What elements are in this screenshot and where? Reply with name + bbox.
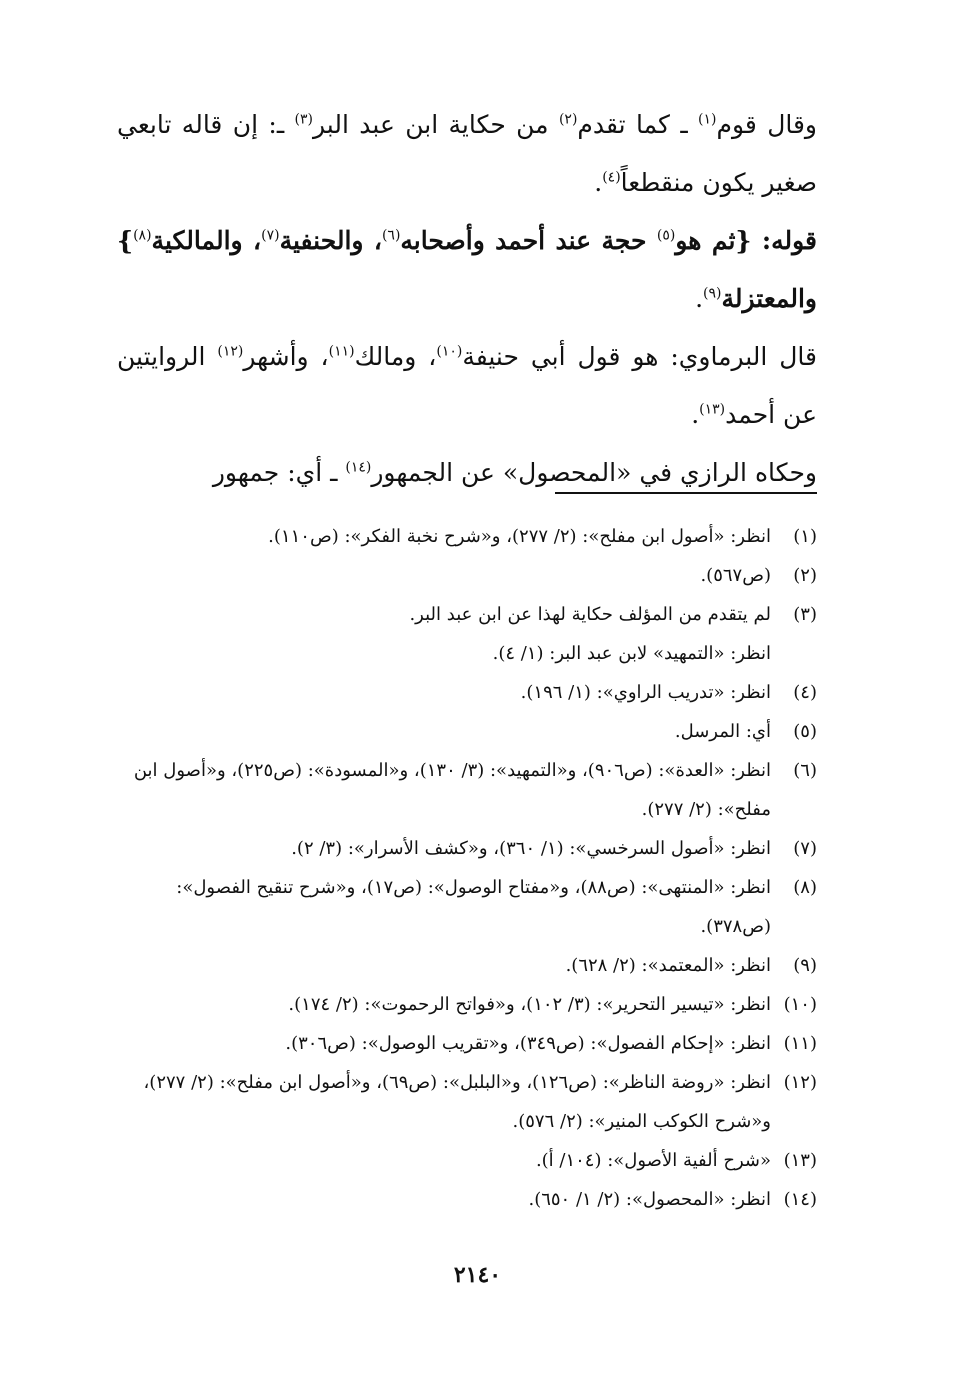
footnote-text: انظر: «المعتمد»: (٢/ ٦٢٨). bbox=[565, 955, 771, 976]
paragraph-2 bbox=[117, 212, 817, 328]
footnote-number: (٨) bbox=[793, 877, 817, 898]
text-run: ، ومالك bbox=[354, 342, 437, 371]
footnote-ref[interactable]: (٥) bbox=[656, 227, 676, 244]
footnote-number: (٢) bbox=[793, 565, 817, 586]
text-run: . bbox=[691, 400, 700, 429]
footnotes bbox=[117, 517, 817, 1219]
footnote-text: (ص٥٦٧). bbox=[700, 565, 771, 586]
footnote-separator bbox=[555, 492, 817, 494]
footnote-number: (٧) bbox=[793, 838, 817, 859]
footnote-item bbox=[117, 946, 817, 985]
footnote-ref[interactable]: (٨) bbox=[133, 227, 152, 244]
footnote-ref[interactable]: (٣) bbox=[294, 111, 314, 128]
footnote-ref[interactable]: (١٤) bbox=[345, 459, 372, 476]
footnote-item bbox=[117, 1024, 817, 1063]
footnote-number: (١٠) bbox=[783, 994, 817, 1015]
footnote-number: (١٢) bbox=[783, 1072, 817, 1093]
footnote-item bbox=[117, 1180, 817, 1219]
text-run: قال البرماوي: هو قول أبي حنيفة bbox=[462, 342, 817, 371]
footnote-ref[interactable]: (١١) bbox=[328, 343, 355, 360]
footnote-ref[interactable]: (٦) bbox=[381, 227, 401, 244]
footnote-item bbox=[117, 829, 817, 868]
footnote-number: (١٤) bbox=[783, 1189, 817, 1210]
quoted-text: ، والحنفية bbox=[279, 226, 382, 255]
footnote-text: انظر: «العدة»: (ص٩٠٦)، و«التمهيد»: (٣/ ١٣٠)، و«المسودة»: (ص٢٢٥)، و«أصول ابن مفلح»: (٢/ ٢٧٧). bbox=[133, 760, 771, 820]
footnote-number: (١١) bbox=[783, 1033, 817, 1054]
footnote-number: (١٣) bbox=[783, 1150, 817, 1171]
footnote-text: انظر: «المحصول»: (٢/ ١/ ٦٥٠). bbox=[528, 1189, 771, 1210]
footnote-item bbox=[117, 985, 817, 1024]
footnote-item bbox=[117, 868, 817, 946]
text-run: ، وأشهر bbox=[243, 342, 329, 371]
footnote-text: انظر: «تدريب الراوي»: (١/ ١٩٦). bbox=[520, 682, 771, 703]
text-run: وقال قوم bbox=[716, 110, 817, 139]
footnote-text: انظر: «روضة الناظر»: (ص١٢٦)، و«البلبل»: (ص٦٩)، و«أصول ابن مفلح»: (٢/ ٢٧٧)، و«شرح الكوكب المنير»: (٢/ ٥٧٦). bbox=[143, 1072, 771, 1132]
text-run: . bbox=[594, 168, 603, 197]
footnote-item bbox=[117, 556, 817, 595]
main-text bbox=[117, 96, 817, 502]
footnote-number: (٥) bbox=[793, 721, 817, 742]
footnote-text: انظر: «أصول ابن مفلح»: (٢/ ٢٧٧)، و«شرح نخبة الفكر»: (ص١١٠). bbox=[268, 526, 771, 547]
footnote-ref[interactable]: (٤) bbox=[602, 169, 621, 186]
footnote-item bbox=[117, 517, 817, 556]
footnote-text: انظر: «أصول السرخسي»: (١/ ٣٦٠)، و«كشف الأسرار»: (٣/ ٢). bbox=[291, 838, 771, 859]
footnote-number: (٩) bbox=[793, 955, 817, 976]
footnote-text: انظر: «المنتهى»: (ص٨٨)، و«مفتاح الوصول»: (ص١٧)، و«شرح تنقيح الفصول»: (ص٣٧٨). bbox=[176, 877, 771, 937]
footnote-item bbox=[117, 751, 817, 829]
text-run: ـ أي: جمهور bbox=[212, 458, 346, 487]
footnote-item bbox=[117, 673, 817, 712]
footnote-number: (١) bbox=[793, 526, 817, 547]
footnote-item bbox=[117, 595, 817, 673]
footnote-ref[interactable]: (٧) bbox=[261, 227, 280, 244]
footnote-text: لم يتقدم من المؤلف حكاية لهذا عن ابن عبد البر. bbox=[409, 604, 771, 625]
text-run: من حكاية ابن عبد البر bbox=[313, 110, 559, 139]
footnote-item bbox=[117, 712, 817, 751]
text-run: ـ كما تقدم bbox=[577, 110, 699, 139]
footnote-text: انظر: «إحكام الفصول»: (ص٣٤٩)، و«تقريب الوصول»: (ص٣٠٦). bbox=[285, 1033, 771, 1054]
text-run: الروايتين عن أحمد bbox=[117, 342, 817, 429]
footnote-number: (٤) bbox=[793, 682, 817, 703]
footnote-text: أي: المرسل. bbox=[674, 721, 771, 742]
page-number: ٢١٤٠ bbox=[453, 1262, 502, 1288]
text-run: . bbox=[695, 284, 704, 313]
quoted-text: قوله: {ثم هو bbox=[675, 226, 818, 255]
footnote-ref[interactable]: (٩) bbox=[703, 285, 722, 302]
quoted-text: والمعتزلة bbox=[721, 284, 817, 313]
paragraph-3 bbox=[117, 328, 817, 444]
text-run: ـ: إن قاله تابعي صغير يكون منقطعاً bbox=[117, 110, 817, 197]
quoted-text: ، والمالكية bbox=[151, 226, 262, 255]
footnote-item bbox=[117, 1063, 817, 1141]
footnote-text: انظر: «تيسير التحرير»: (٣/ ١٠٢)، و«فواتح الرحموت»: (٢/ ١٧٤). bbox=[288, 994, 771, 1015]
footnote-ref[interactable]: (١٠) bbox=[436, 343, 463, 360]
footnote-ref[interactable]: (١٣) bbox=[699, 401, 726, 418]
quoted-text: } bbox=[117, 226, 134, 255]
text-run: وحكاه الرازي في «المحصول» عن الجمهور bbox=[371, 458, 817, 487]
footnote-text: انظر: «التمهيد» لابن عبد البر: (١/ ٤). bbox=[492, 643, 771, 664]
quoted-text: حجة عند أحمد وأصحابه bbox=[400, 226, 657, 255]
paragraph-1 bbox=[117, 96, 817, 212]
footnote-ref[interactable]: (٢) bbox=[558, 111, 578, 128]
footnote-ref[interactable]: (١) bbox=[698, 111, 717, 128]
footnote-item bbox=[117, 1141, 817, 1180]
footnote-ref[interactable]: (١٢) bbox=[217, 343, 244, 360]
footnote-number: (٦) bbox=[793, 760, 817, 781]
footnote-text: «شرح ألفية الأصول»: (١٠٤/ أ). bbox=[535, 1150, 771, 1171]
footnote-number: (٣) bbox=[793, 604, 817, 625]
